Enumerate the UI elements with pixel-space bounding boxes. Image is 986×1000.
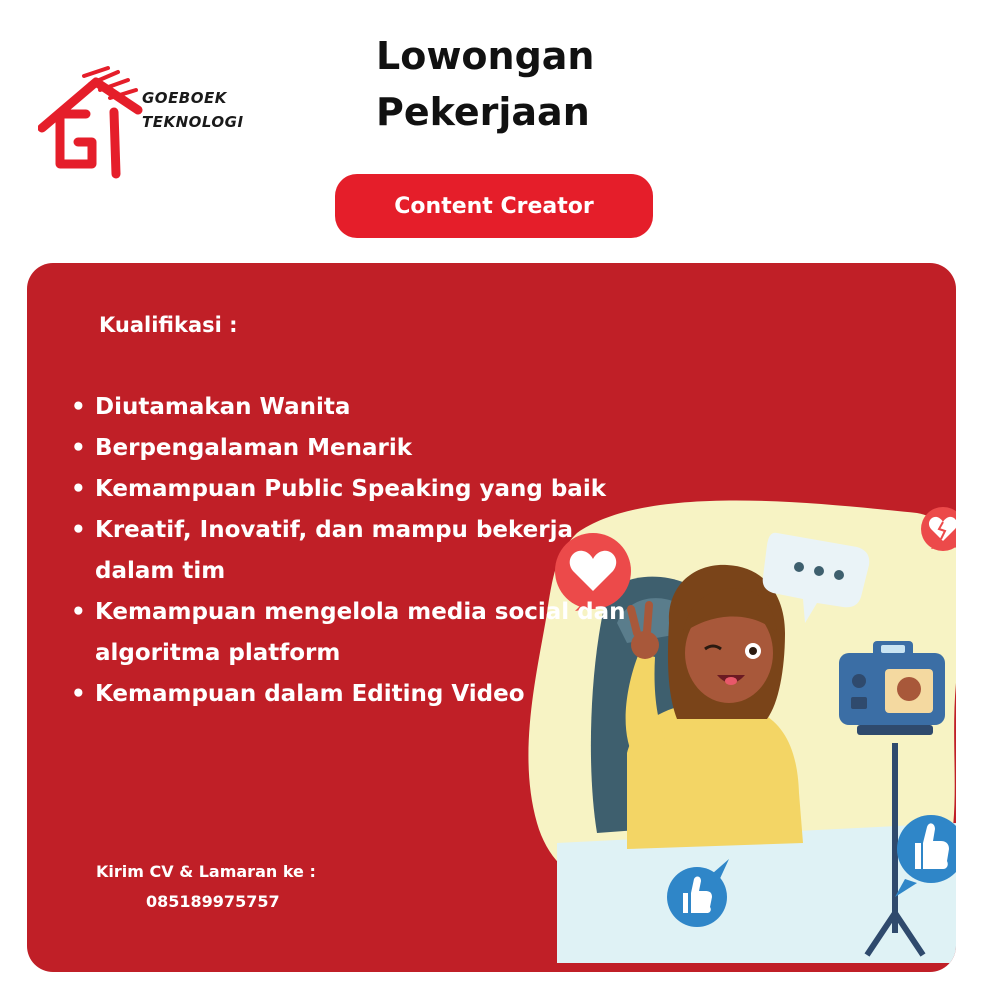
page-title-line2: Pekerjaan <box>376 90 590 134</box>
list-item: • Diutamakan Wanita <box>71 387 671 428</box>
chat-dot-2 <box>814 566 824 576</box>
list-item: • Kemampuan Public Speaking yang baik <box>71 469 671 510</box>
page-title <box>376 28 696 140</box>
chat-dot-3 <box>834 570 844 580</box>
company-name-line1: GOEBOEK <box>142 89 227 107</box>
contact-label: Kirim CV & Lamaran ke : <box>96 862 316 881</box>
list-item: • Berpengalaman Menarik <box>71 428 671 469</box>
house-logo-icon <box>38 62 148 182</box>
tongue <box>725 677 737 685</box>
qualification-list <box>71 387 671 715</box>
qualification-heading: Kualifikasi : <box>99 313 238 337</box>
camera-screen-face <box>897 677 921 701</box>
list-item: • Kemampuan mengelola media social dan algoritma platform <box>71 592 640 674</box>
company-name <box>142 86 244 134</box>
position-badge: Content Creator <box>335 174 653 238</box>
camera-mount <box>857 725 933 735</box>
chat-dot-1 <box>794 562 804 572</box>
company-name-line2: TEKNOLOGI <box>142 113 244 131</box>
qualification-card <box>27 263 956 972</box>
list-item: • Kemampuan dalam Editing Video <box>71 674 671 715</box>
camera-button-2 <box>851 697 867 709</box>
list-item: • Kreatif, Inovatif, dan mampu bekerja dalam tim <box>71 510 605 592</box>
eye-right-pupil <box>749 647 757 655</box>
page-title-line1: Lowongan <box>376 34 595 78</box>
camera-viewfinder <box>881 645 905 653</box>
contact-info <box>96 857 316 917</box>
camera-button <box>852 674 866 688</box>
company-logo <box>38 62 253 182</box>
contact-phone: 085189975757 <box>146 892 280 911</box>
